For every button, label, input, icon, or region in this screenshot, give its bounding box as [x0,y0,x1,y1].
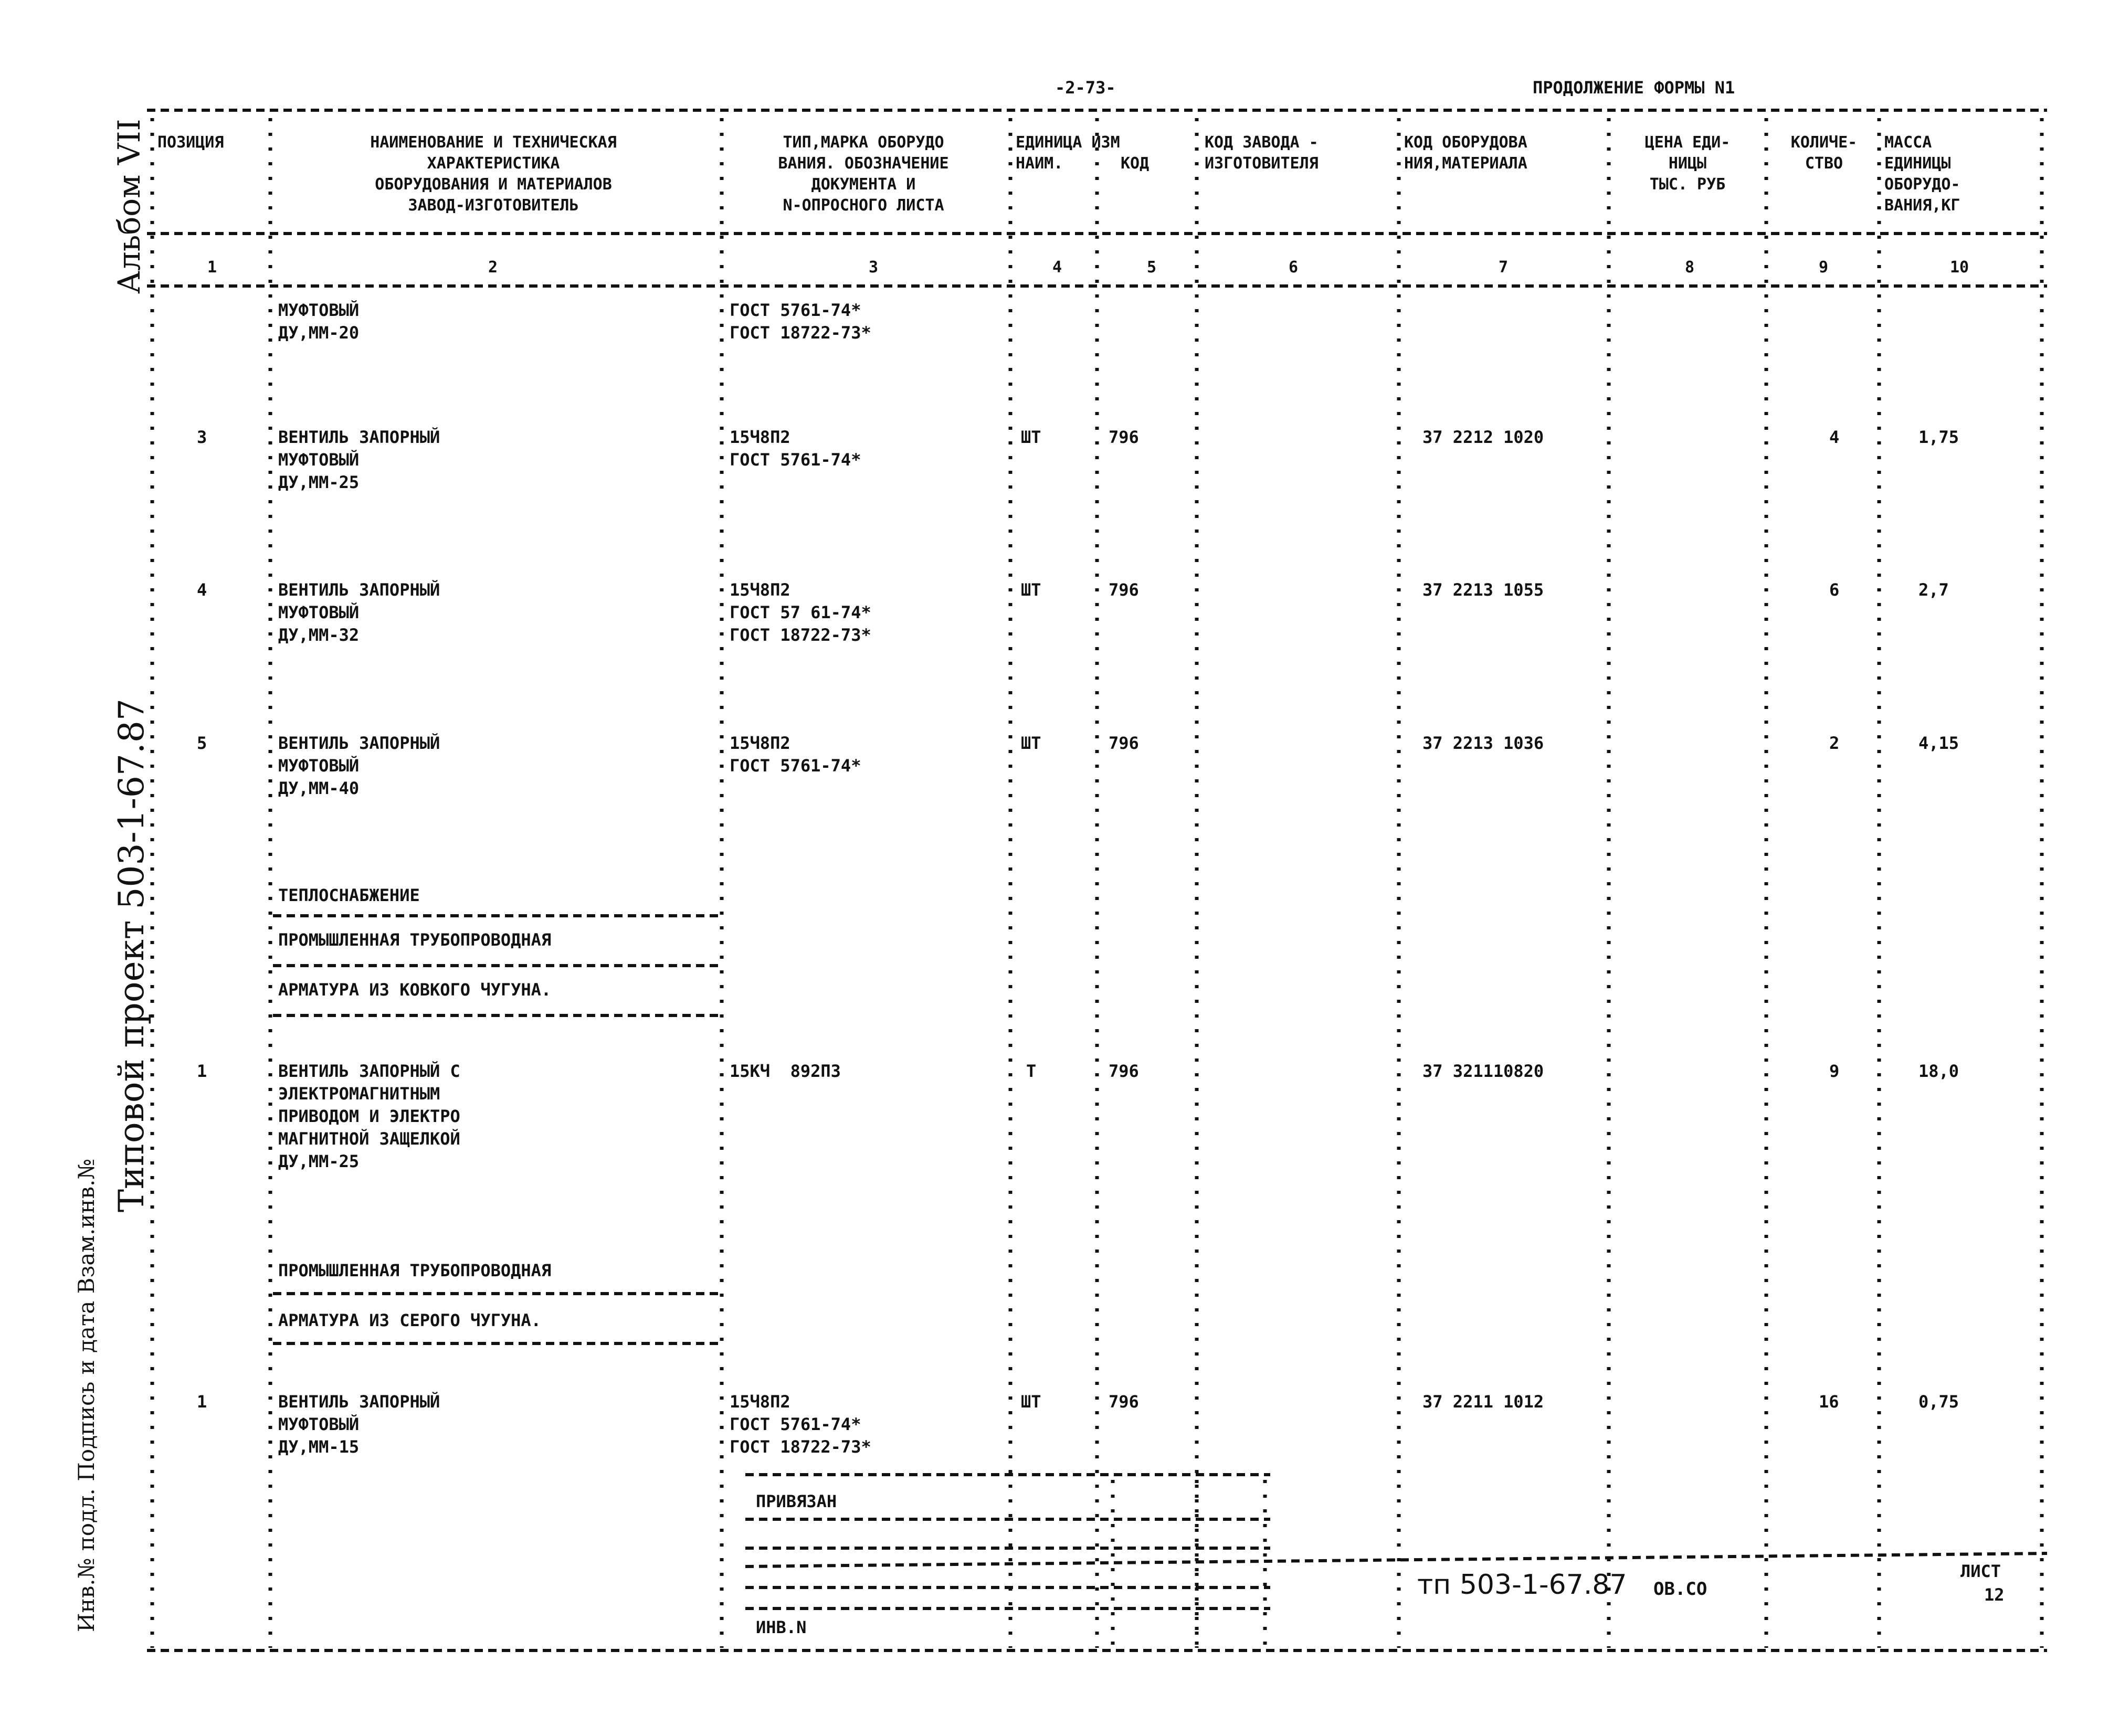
row-4-pos: 1 [197,1061,207,1081]
col-header-6: КОД ЗАВОДА - ИЗГОТОВИТЕЛЯ [1205,133,1319,173]
row-2-mass: 2,7 [1918,580,1949,600]
col-num-8: 8 [1685,258,1695,277]
section-heading-grey: АРМАТУРА ИЗ СЕРОГО ЧУГУНА. [278,1310,541,1330]
col-num-6: 6 [1289,258,1299,277]
row-5-pos: 1 [197,1392,207,1412]
col-num-4: 4 [1052,258,1062,277]
stamp-line [745,1553,2047,1566]
section-heading-industrial-1: ПРОМЫШЛЕННАЯ ТРУБОПРОВОДНАЯ [278,930,552,950]
section-heading-industrial-2: ПРОМЫШЛЕННАЯ ТРУБОПРОВОДНАЯ [278,1261,552,1280]
col-header-3: ТИП,МАРКА ОБОРУДО ВАНИЯ. ОБОЗНАЧЕНИЕ ДОКУМЕНТА И N-ОПРОСНОГО ЛИСТА [778,133,949,215]
row-5-equip: 37 2211 1012 [1422,1392,1544,1412]
row-3-pos: 5 [197,733,207,753]
stamp-sheet-number: 12 [1984,1585,2005,1605]
row-2-equip: 37 2213 1055 [1422,580,1544,600]
row-3-code: 796 [1109,733,1139,753]
col-header-9: КОЛИЧЕ- СТВО [1790,133,1858,173]
col-header-4: ЕДИНИЦА ИЗМ НАИМ. [1016,133,1120,173]
stamp-label: Инв.№ подл. Подпись и дата Взам.инв.№ [73,1158,99,1632]
col-num-10: 10 [1950,258,1969,277]
row-4-mass: 18,0 [1918,1061,1959,1081]
row-4-code: 796 [1109,1061,1139,1081]
row-1-name: ВЕНТИЛЬ ЗАПОРНЫЙ МУФТОВЫЙ ДУ,ММ-25 [278,427,440,492]
col-header-8: ЦЕНА ЕДИ- НИЦЫ ТЫС. РУБ [1644,133,1731,194]
row-3-name: ВЕНТИЛЬ ЗАПОРНЫЙ МУФТОВЫЙ ДУ,ММ-40 [278,733,440,798]
section-heading-malleable: АРМАТУРА ИЗ КОВКОГО ЧУГУНА. [278,980,552,1000]
row-5-unit: ШТ [1021,1392,1041,1412]
section-heading-heat: ТЕПЛОСНАБЖЕНИЕ [278,885,420,905]
row-2-name: ВЕНТИЛЬ ЗАПОРНЫЙ МУФТОВЫЙ ДУ,ММ-32 [278,580,440,645]
row-4-unit: Т [1026,1061,1037,1081]
row-2-type: 15Ч8П2 ГОСТ 57 61-74* ГОСТ 18722-73* [730,580,871,645]
col-num-7: 7 [1499,258,1509,277]
page-number: -2-73- [1055,78,1116,98]
row-3-qty: 2 [1829,733,1840,753]
row-1-pos: 3 [197,427,207,447]
row-2-unit: ШТ [1021,580,1041,600]
row-4-qty: 9 [1829,1061,1840,1081]
col-header-7: КОД ОБОРУДОВА НИЯ,МАТЕРИАЛА [1404,133,1527,173]
col-header-1: ПОЗИЦИЯ [157,133,224,152]
row-5-name: ВЕНТИЛЬ ЗАПОРНЫЙ МУФТОВЫЙ ДУ,ММ-15 [278,1392,440,1457]
stamp-inv: ИНВ.N [756,1617,807,1637]
stamp-sheet-label: ЛИСТ [1960,1561,2001,1581]
stamp-linked: ПРИВЯЗАН [756,1491,837,1511]
form-title: ПРОДОЛЖЕНИЕ ФОРМЫ N1 [1533,78,1735,98]
col-num-1: 1 [207,258,217,277]
row-1-qty: 4 [1829,427,1840,447]
album-label: Альбом VII [111,119,147,294]
col-num-3: 3 [869,258,879,277]
stamp-doc-suffix: ОВ.СО [1653,1579,1707,1600]
row-5-qty: 16 [1819,1392,1839,1412]
row-1-type: 15Ч8П2 ГОСТ 5761-74* [730,427,861,470]
col-num-5: 5 [1147,258,1157,277]
col-header-10: МАССА ЕДИНИЦЫ ОБОРУДО- ВАНИЯ,КГ [1884,133,1960,215]
row-2-qty: 6 [1829,580,1840,600]
row-3-mass: 4,15 [1918,733,1959,753]
row-4-type: 15КЧ 892П3 [730,1061,841,1081]
stamp-doc-code: тп 503-1-67.87 [1417,1569,1627,1601]
row-0-type: ГОСТ 5761-74* ГОСТ 18722-73* [730,300,871,343]
col-header-5: КОД [1121,154,1150,173]
row-1-code: 796 [1109,427,1139,447]
row-5-mass: 0,75 [1918,1392,1959,1412]
row-0-name: МУФТОВЫЙ ДУ,ММ-20 [278,300,360,343]
col-header-2: НАИМЕНОВАНИЕ И ТЕХНИЧЕСКАЯ ХАРАКТЕРИСТИКА ОБОРУДОВАНИЯ И МАТЕРИАЛОВ ЗАВОД-ИЗГОТОВИТЕЛЬ [370,133,617,215]
row-3-type: 15Ч8П2 ГОСТ 5761-74* [730,733,861,776]
row-4-name: ВЕНТИЛЬ ЗАПОРНЫЙ С ЭЛЕКТРОМАГНИТНЫМ ПРИВОДОМ И ЭЛЕКТРО МАГНИТНОЙ ЗАЩЕЛКОЙ ДУ,ММ-25 [278,1061,460,1171]
row-1-equip: 37 2212 1020 [1422,427,1544,447]
row-2-code: 796 [1109,580,1139,600]
row-2-pos: 4 [197,580,207,600]
row-3-unit: ШТ [1021,733,1041,753]
project-label: Типовой проект 503-1-67.87 [111,698,152,1212]
row-5-code: 796 [1109,1392,1139,1412]
row-4-equip: 37 321110820 [1422,1061,1544,1081]
col-num-9: 9 [1819,258,1829,277]
row-3-equip: 37 2213 1036 [1422,733,1544,753]
row-1-unit: ШТ [1021,427,1041,447]
row-1-mass: 1,75 [1918,427,1959,447]
row-5-type: 15Ч8П2 ГОСТ 5761-74* ГОСТ 18722-73* [730,1392,871,1457]
col-num-2: 2 [488,258,498,277]
